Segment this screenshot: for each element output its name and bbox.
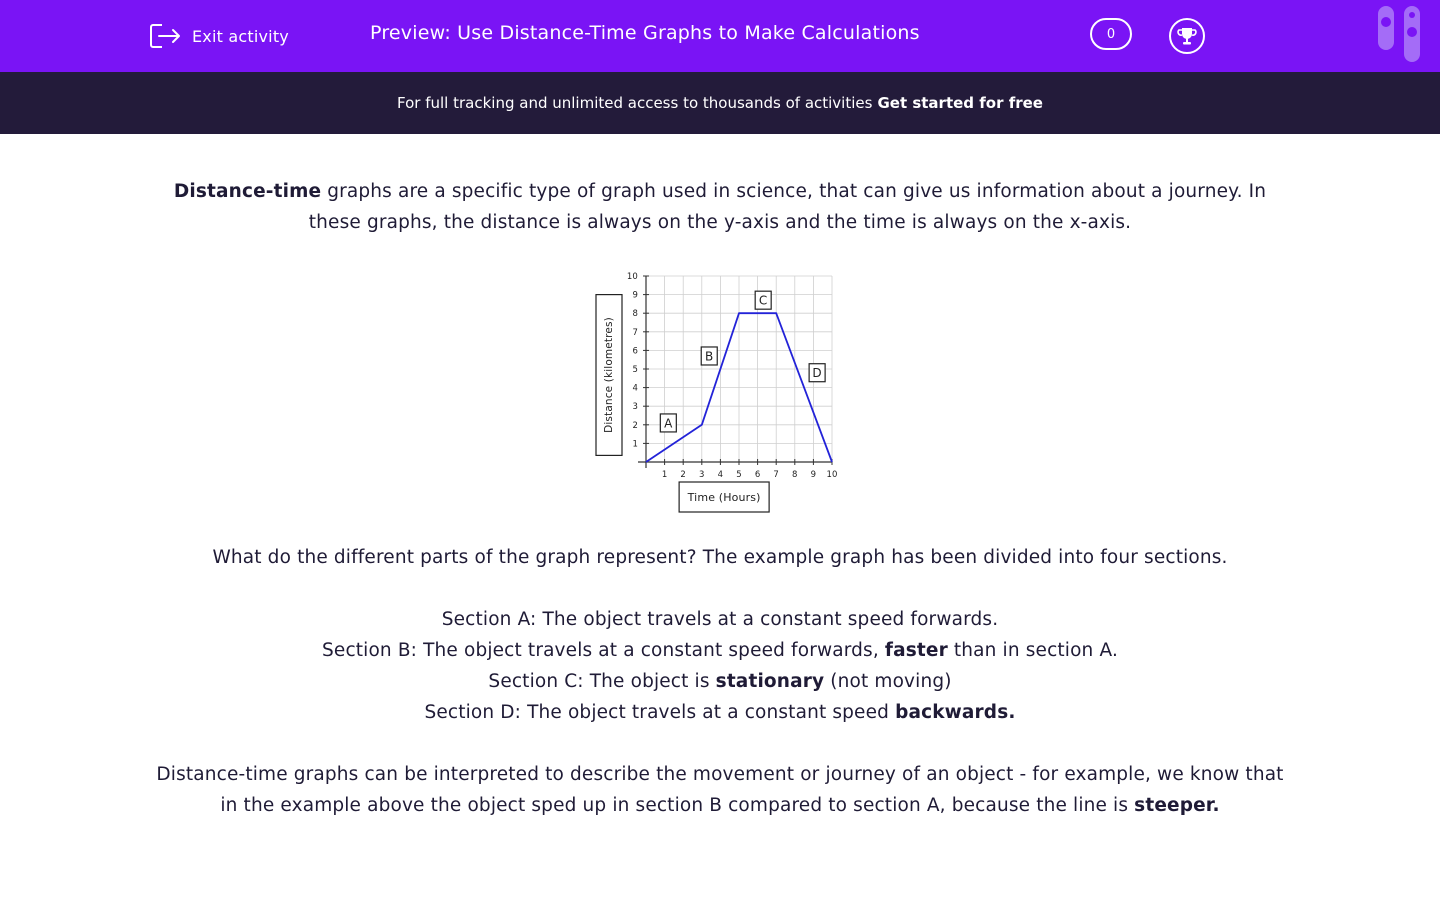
x-tick-label: 5 [736,470,742,480]
section-c-pre: Section C: The object is [488,671,716,692]
y-tick-label: 8 [632,309,638,320]
section-label-text: C [758,293,768,308]
page-title: Preview: Use Distance-Time Graphs to Make Calculations [370,22,920,44]
y-tick-label: 10 [626,272,638,282]
x-axis-label: Time (Hours) [687,491,761,504]
closing-paragraph [150,759,1290,821]
y-axis-label: Distance (kilometres) [603,317,615,433]
lesson-content [150,176,1290,821]
y-tick-label: 1 [632,439,638,450]
section-label-text: B [705,349,714,364]
section-label-text: A [664,416,673,431]
x-tick-label: 2 [680,470,686,480]
top-bar [0,0,1440,72]
y-tick-label: 7 [632,327,638,338]
intro-text: graphs are a specific type of graph used in science, that can give us information about a journey. In these graphs, the distance is always on the y-axis and the time is always on the x-axis. [308,181,1267,233]
x-tick-label: 1 [661,470,668,480]
section-d-text [150,697,1290,728]
trophy-icon [1176,25,1198,47]
section-b-post: than in section A. [947,640,1118,661]
y-tick-label: 2 [632,420,638,431]
exit-icon [148,21,182,51]
y-tick-label: 6 [632,346,638,357]
trophy-button[interactable] [1169,18,1205,54]
section-a-text: Section A: The object travels at a constant speed forwards. [441,609,999,630]
section-b-text [150,635,1290,666]
exit-activity-label: Exit activity [192,26,289,46]
score-badge[interactable]: 0 [1090,18,1132,50]
x-tick-label: 10 [826,470,838,480]
exit-activity-button[interactable] [148,20,289,52]
section-label-b [701,347,717,365]
section-label-d [809,364,825,382]
x-tick-label: 9 [810,470,817,480]
signup-banner [0,72,1440,134]
get-started-link[interactable]: Get started for free [877,94,1043,112]
question-paragraph: What do the different parts of the graph represent? The example graph has been divided into four sections. [212,547,1228,568]
banner-text: For full tracking and unlimited access to thousands of activities [397,94,873,112]
x-tick-label: 6 [754,470,761,480]
section-c-bold: stationary [715,671,825,692]
y-tick-label: 4 [632,383,638,394]
closing-text: Distance-time graphs can be interpreted to describe the movement or journey of an object - for example, we know that in the example above the object sped up in section B compared to section A, because the line is [156,764,1284,816]
section-c-post: (not moving) [824,671,952,692]
x-tick-label: 7 [773,470,779,480]
section-b-bold: faster [884,640,948,661]
intro-bold: Distance-time [173,181,322,202]
y-tick-label: 3 [632,402,638,413]
logo-icon [1374,6,1424,66]
x-tick-label: 3 [699,470,705,480]
section-label-c [755,291,771,309]
intro-paragraph [150,176,1290,238]
section-c-text [150,666,1290,697]
x-tick-label: 8 [792,470,798,480]
section-d-bold: backwards. [895,702,1016,723]
section-label-text: D [812,366,822,381]
y-tick-label: 5 [632,365,638,375]
x-tick-label: 4 [717,470,724,480]
closing-bold: steeper. [1134,795,1220,816]
y-tick-label: 9 [632,290,638,301]
section-d-pre: Section D: The object travels at a constant speed [424,702,896,723]
distance-time-graph [590,266,850,516]
section-b-pre: Section B: The object travels at a constant speed forwards, [322,640,885,661]
section-label-a [660,414,676,432]
